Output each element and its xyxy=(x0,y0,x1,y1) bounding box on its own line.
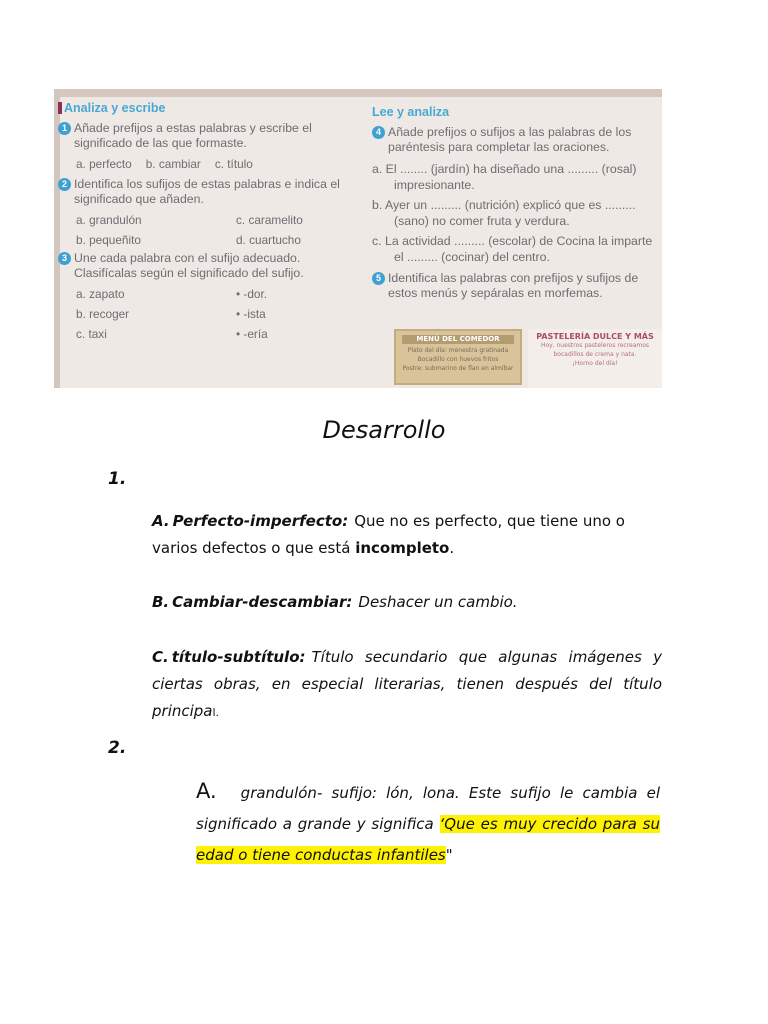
exercise-3: 3 Une cada palabra con el sufijo adecuado. Clasifícalas según el significado del sufijo. xyxy=(58,251,348,281)
term-cambiar: Cambiar-descambiar: xyxy=(172,593,353,611)
exercise-1: 1 Añade prefijos a estas palabras y escribe el significado de las que formaste. xyxy=(58,121,348,151)
answer-1b: B. Cambiar-descambiar: Deshacer un cambio. xyxy=(152,593,518,611)
section-tab-marker xyxy=(58,102,62,114)
answer-2a: A. grandulón- sufijo: lón, lona. Este sufijo le cambia el significado a grande y significa ‘Que es muy crecido para su edad o tiene conductas infantiles" xyxy=(196,779,660,864)
exercise-number-2: 2 xyxy=(58,178,71,191)
exercise-4-c: c. La actividad ......... (escolar) de Cocina la imparte el ......... (cocinar) del centro. xyxy=(372,234,653,264)
answer-1a: A. Perfecto-imperfecto: Que no es perfecto, que tiene uno o varios defectos o que está incompleto. xyxy=(152,512,625,557)
exercise-4-b: b. Ayer un ......... (nutrición) explicó que es ......... (sano) no comer fruta y verdura. xyxy=(372,198,636,228)
section-title-analiza: Analiza y escribe xyxy=(58,101,348,115)
exercise-3-options: a. zapato • -dor. b. recoger • -ista c. taxi • -ería xyxy=(76,287,268,341)
exercise-1-options: a. perfecto b. cambiar c. título xyxy=(76,157,253,171)
scan-left-column xyxy=(58,101,348,345)
answer-1c: C. título-subtítulo: Título secundario que algunas imágenes y ciertas obras, en especial literarias, tienen después del título principal. xyxy=(152,648,662,720)
exercise-5: 5 Identifica las palabras con prefijos y sufijos de estos menús y sepáralas en morfemas. xyxy=(372,271,662,301)
exercise-2: 2 Identifica los sufijos de estas palabras e indica el significado que añaden. xyxy=(58,177,348,207)
bold-incompleto: incompleto xyxy=(355,539,450,557)
exercise-number-1: 1 xyxy=(58,122,71,135)
term-perfecto: Perfecto-imperfecto: xyxy=(172,512,349,530)
term-titulo: título-subtítulo: xyxy=(171,648,306,666)
exercise-number-3: 3 xyxy=(58,252,71,265)
exercise-2-options: a. grandulón c. caramelito b. pequeñito d. cuartucho xyxy=(76,213,303,247)
exercise-4: 4 Añade prefijos o sufijos a las palabras de los paréntesis para completar las oraciones. xyxy=(372,125,662,155)
heading-1: 1. xyxy=(108,469,127,489)
exercise-number-5: 5 xyxy=(372,272,385,285)
document-title: Desarrollo xyxy=(322,416,446,444)
exercise-number-4: 4 xyxy=(372,126,385,139)
textbook-scan-image xyxy=(54,89,662,388)
exercise-4-a: a. El ........ (jardín) ha diseñado una ......... (rosal) impresionante. xyxy=(372,162,637,192)
menu-card-pasteleria: PASTELERÍA DULCE Y MÁS Hoy, nuestros pasteleros recreamos bocadillos de crema y nata. ¡Horno del día! xyxy=(528,329,662,388)
highlighted-quote: ‘Que es muy crecido para su edad o tiene conductas infantiles xyxy=(196,815,660,864)
heading-2: 2. xyxy=(108,738,127,758)
scan-top-band xyxy=(54,89,662,97)
scan-right-column xyxy=(372,105,662,307)
menu-card-comedor: MENÚ DEL COMEDOR Plato del día: menestra gratinada Bocadillo con huevos fritos Postre: submarino de flan en almíbar xyxy=(394,329,522,385)
section-title-lee: Lee y analiza xyxy=(372,105,450,119)
